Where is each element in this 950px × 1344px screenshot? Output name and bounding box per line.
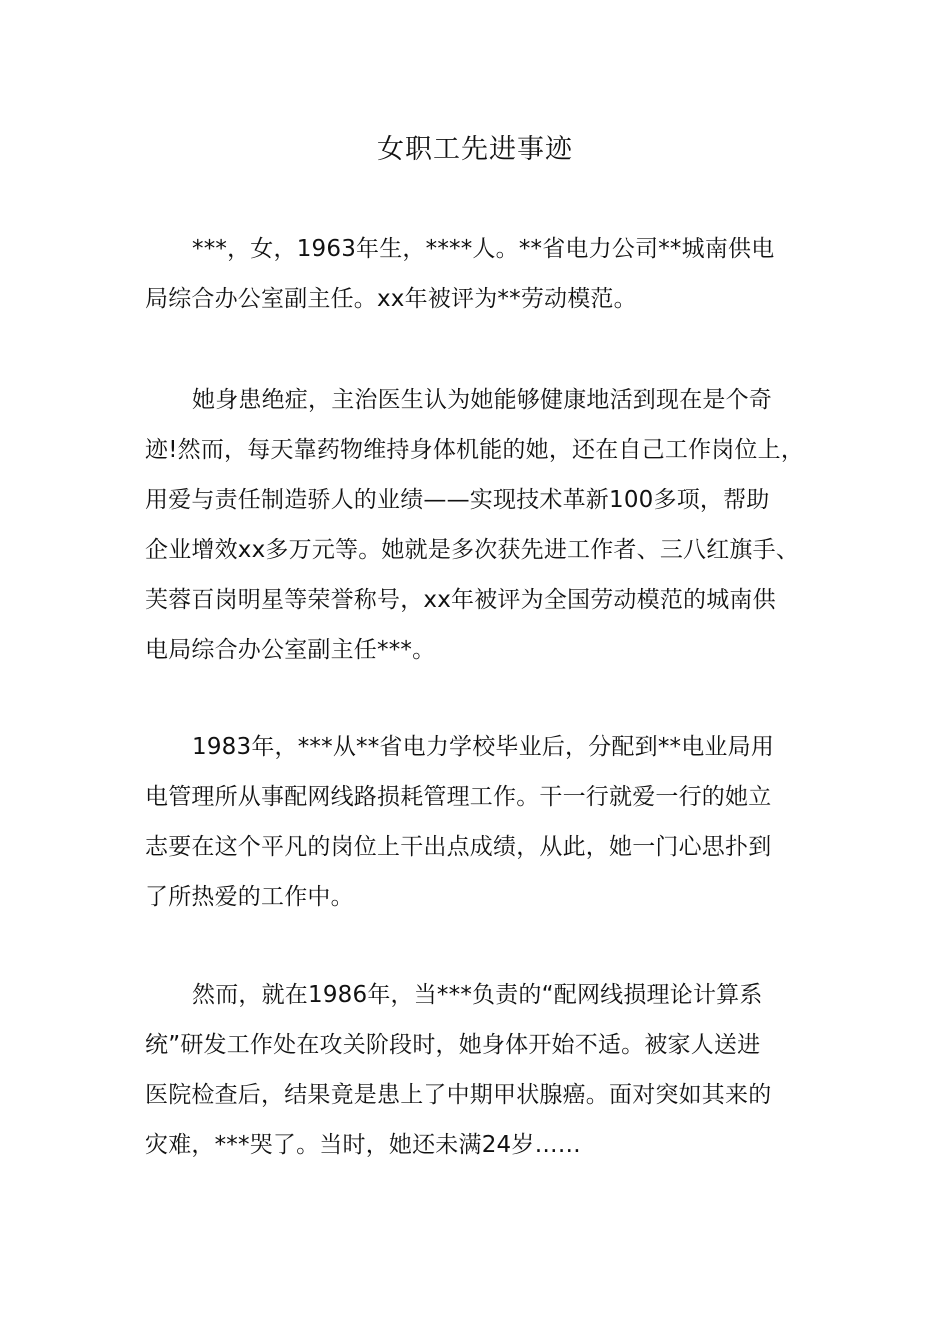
paragraph-line: 局综合办公室副主任。xx年被评为**劳动模范。: [145, 286, 637, 312]
paragraph-4: [145, 970, 815, 1170]
paragraph-line: 了所热爱的工作中。: [145, 884, 354, 910]
document-title: 女职工先进事迹: [377, 134, 573, 165]
paragraph-line: 医院检查后，结果竟是患上了中期甲状腺癌。面对突如其来的: [145, 1082, 772, 1108]
paragraph-line: ***，女，1963年生，****人。**省电力公司**城南供电: [192, 236, 775, 262]
paragraph-line: 统”研发工作处在攻关阶段时，她身体开始不适。被家人送进: [145, 1032, 761, 1058]
paragraph-1: [145, 224, 815, 324]
paragraph-line: 芙蓉百岗明星等荣誉称号，xx年被评为全国劳动模范的城南供: [145, 587, 776, 613]
paragraph-line: 灾难，***哭了。当时，她还未满24岁……: [145, 1132, 581, 1158]
paragraph-line: 迹!然而，每天靠药物维持身体机能的她，还在自己工作岗位上，: [145, 437, 805, 463]
paragraph-line: 企业增效xx多万元等。她就是多次获先进工作者、三八红旗手、: [145, 537, 800, 563]
paragraph-3: [145, 722, 815, 922]
paragraph-line: 她身患绝症，主治医生认为她能够健康地活到现在是个奇: [192, 387, 772, 413]
paragraph-line: 志要在这个平凡的岗位上干出点成绩，从此，她一门心思扑到: [145, 834, 772, 860]
paragraph-line: 1983年，***从**省电力学校毕业后，分配到**电业局用: [192, 734, 775, 760]
paragraph-line: 用爱与责任制造骄人的业绩——实现技术革新100多项，帮助: [145, 487, 770, 513]
paragraph-line: 电管理所从事配网线路损耗管理工作。干一行就爱一行的她立: [145, 784, 772, 810]
paragraph-line: 然而，就在1986年，当***负责的“配网线损理论计算系: [192, 982, 763, 1008]
paragraph-2: [145, 375, 815, 675]
paragraph-line: 电局综合办公室副主任***。: [145, 637, 436, 663]
